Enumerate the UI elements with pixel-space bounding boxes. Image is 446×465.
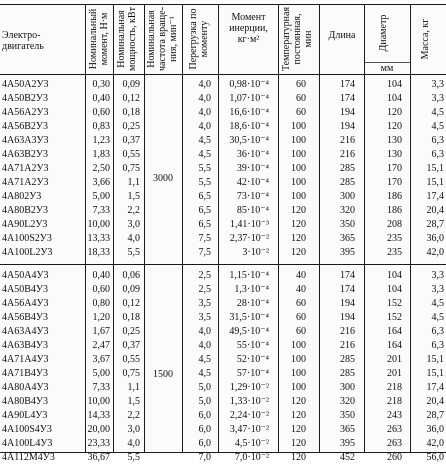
- table-row: [0, 148, 446, 162]
- cell-mass: 15,1: [426, 177, 444, 188]
- table-row: [0, 381, 446, 395]
- cell-diameter: 235: [387, 247, 402, 258]
- cell-motor: 4A90L4У3: [2, 410, 48, 421]
- cell-motor: 4A802У3: [2, 191, 42, 202]
- cell-motor: 4A71A4У3: [2, 354, 49, 365]
- table-row: [0, 409, 446, 423]
- cell-motor: 4A100S2У3: [2, 233, 52, 244]
- cell-diameter: 243: [387, 410, 402, 421]
- cell-motor: 4A50B4У3: [2, 284, 48, 295]
- cell-overload: 4,0: [198, 107, 211, 118]
- table-row: [0, 297, 446, 311]
- cell-length: 365: [340, 424, 355, 435]
- cell-mass: 28,7: [426, 410, 444, 421]
- table-row: [0, 395, 446, 409]
- cell-inertia: 1,15·10⁻⁴: [229, 270, 269, 281]
- cell-power: 0,09: [122, 79, 140, 90]
- cell-mass: 3,3: [431, 93, 444, 104]
- cell-torque: 3,67: [92, 354, 110, 365]
- cell-diameter: 186: [387, 191, 402, 202]
- cell-inertia: 7,0·10⁻²: [234, 452, 269, 463]
- cell-power: 0,12: [122, 93, 140, 104]
- cell-motor: 4A90L2У3: [2, 219, 48, 230]
- cell-mass: 17,4: [426, 191, 444, 202]
- cell-power: 0,18: [122, 312, 140, 323]
- cell-temperature: 60: [296, 298, 306, 309]
- cell-inertia: 1,29·10⁻²: [229, 382, 269, 393]
- cell-temperature: 120: [291, 219, 306, 230]
- cell-diameter: 104: [387, 270, 402, 281]
- cell-mass: 15,1: [426, 354, 444, 365]
- cell-length: 174: [340, 93, 355, 104]
- header-length: Длина: [328, 30, 356, 41]
- cell-mass: 3,3: [431, 79, 444, 90]
- cell-length: 285: [340, 368, 355, 379]
- cell-motor: 4A80B2У3: [2, 205, 48, 216]
- table-row: [0, 218, 446, 232]
- cell-motor: 4A71A2У3: [2, 163, 49, 174]
- cell-mass: 15,1: [426, 163, 444, 174]
- cell-motor: 4A50A2У3: [2, 79, 49, 90]
- cell-length: 194: [340, 312, 355, 323]
- table-row: [0, 246, 446, 260]
- cell-torque: 0,30: [92, 79, 110, 90]
- cell-overload: 2,5: [198, 284, 211, 295]
- cell-mass: 3,3: [431, 284, 444, 295]
- cell-motor: 4A100L4У3: [2, 438, 53, 449]
- cell-overload: 3,5: [198, 312, 211, 323]
- table-row: [0, 78, 446, 92]
- cell-motor: 4A71B4У3: [2, 368, 48, 379]
- header-unit-mm: мм: [380, 63, 394, 74]
- header-mass: Масса, кг: [420, 18, 431, 60]
- cell-length: 216: [340, 326, 355, 337]
- cell-mass: 20,4: [426, 396, 444, 407]
- cell-power: 2,2: [127, 410, 140, 421]
- cell-motor: 4A56B4У3: [2, 312, 48, 323]
- cell-diameter: 120: [387, 121, 402, 132]
- cell-torque: 1,67: [92, 326, 110, 337]
- cell-diameter: 104: [387, 79, 402, 90]
- cell-inertia: 42·10⁻⁴: [236, 177, 269, 188]
- cell-length: 194: [340, 298, 355, 309]
- cell-temperature: 120: [291, 438, 306, 449]
- cell-torque: 0,80: [92, 298, 110, 309]
- cell-torque: 5,00: [92, 191, 110, 202]
- cell-inertia: 2,37·10⁻²: [229, 233, 269, 244]
- cell-length: 174: [340, 79, 355, 90]
- header-frequency: Номинальная частота враще- ния, мин⁻¹: [146, 6, 179, 72]
- cell-motor: 4A56A4У3: [2, 298, 49, 309]
- table-row: [0, 353, 446, 367]
- table-row: [0, 269, 446, 283]
- cell-diameter: 104: [387, 284, 402, 295]
- cell-power: 0,37: [122, 135, 140, 146]
- cell-motor: 4A56A2У3: [2, 107, 49, 118]
- cell-inertia: 36·10⁻⁴: [236, 149, 269, 160]
- cell-diameter: 130: [387, 135, 402, 146]
- cell-temperature: 120: [291, 424, 306, 435]
- cell-length: 285: [340, 354, 355, 365]
- cell-power: 1,1: [127, 382, 140, 393]
- cell-overload: 4,0: [198, 326, 211, 337]
- table-row: [0, 311, 446, 325]
- cell-inertia: 85·10⁻⁴: [236, 205, 269, 216]
- cell-inertia: 55·10⁻⁴: [236, 340, 269, 351]
- cell-temperature: 120: [291, 452, 306, 463]
- table-row: [0, 106, 446, 120]
- cell-length: 395: [340, 247, 355, 258]
- cell-inertia: 31,5·10⁻⁴: [229, 312, 269, 323]
- cell-power: 0,55: [122, 354, 140, 365]
- cell-torque: 36,67: [87, 452, 110, 463]
- cell-temperature: 100: [291, 149, 306, 160]
- cell-mass: 6,3: [431, 135, 444, 146]
- cell-temperature: 40: [296, 270, 306, 281]
- cell-mass: 6,3: [431, 149, 444, 160]
- cell-power: 5,5: [127, 452, 140, 463]
- cell-length: 174: [340, 270, 355, 281]
- cell-mass: 42,0: [426, 247, 444, 258]
- cell-torque: 13,33: [87, 233, 110, 244]
- cell-temperature: 120: [291, 205, 306, 216]
- cell-mass: 4,5: [431, 107, 444, 118]
- table-row: [0, 134, 446, 148]
- cell-temperature: 100: [291, 191, 306, 202]
- cell-torque: 3,66: [92, 177, 110, 188]
- cell-torque: 14,33: [87, 410, 110, 421]
- cell-temperature: 60: [296, 107, 306, 118]
- cell-diameter: 186: [387, 205, 402, 216]
- cell-torque: 1,83: [92, 149, 110, 160]
- cell-temperature: 120: [291, 396, 306, 407]
- cell-overload: 4,5: [198, 135, 211, 146]
- cell-mass: 42,0: [426, 438, 444, 449]
- cell-inertia: 0,98·10⁻⁴: [229, 79, 269, 90]
- cell-power: 1,5: [127, 396, 140, 407]
- cell-inertia: 39·10⁻⁴: [236, 163, 269, 174]
- cell-length: 350: [340, 410, 355, 421]
- cell-diameter: 218: [387, 396, 402, 407]
- cell-motor: 4A100S4У3: [2, 424, 52, 435]
- cell-inertia: 73·10⁻⁴: [236, 191, 269, 202]
- header-temperature: Температурная постоянная, мин: [281, 6, 314, 72]
- cell-mass: 15,1: [426, 368, 444, 379]
- cell-length: 216: [340, 135, 355, 146]
- cell-mass: 4,5: [431, 121, 444, 132]
- cell-overload: 4,5: [198, 368, 211, 379]
- cell-length: 216: [340, 149, 355, 160]
- cell-torque: 5,00: [92, 368, 110, 379]
- cell-length: 320: [340, 396, 355, 407]
- cell-mass: 56,0: [426, 452, 444, 463]
- cell-power: 1,1: [127, 177, 140, 188]
- cell-overload: 4,5: [198, 354, 211, 365]
- cell-motor: 4A63B2У3: [2, 149, 48, 160]
- cell-torque: 7,33: [92, 382, 110, 393]
- cell-motor: 4A50A4У3: [2, 270, 49, 281]
- cell-motor: 4A63B4У3: [2, 340, 48, 351]
- cell-length: 285: [340, 163, 355, 174]
- cell-torque: 10,00: [87, 219, 110, 230]
- cell-mass: 6,3: [431, 340, 444, 351]
- cell-overload: 5,0: [198, 382, 211, 393]
- cell-torque: 0,40: [92, 270, 110, 281]
- cell-overload: 6,0: [198, 424, 211, 435]
- cell-diameter: 201: [387, 354, 402, 365]
- cell-power: 0,75: [122, 368, 140, 379]
- cell-overload: 4,0: [198, 79, 211, 90]
- cell-length: 395: [340, 438, 355, 449]
- cell-overload: 4,0: [198, 340, 211, 351]
- cell-length: 365: [340, 233, 355, 244]
- cell-inertia: 3·10⁻²: [242, 247, 269, 258]
- cell-torque: 0,40: [92, 93, 110, 104]
- cell-power: 4,0: [127, 438, 140, 449]
- cell-overload: 4,0: [198, 121, 211, 132]
- cell-diameter: 218: [387, 382, 402, 393]
- cell-motor: 4A50B2У3: [2, 93, 48, 104]
- cell-diameter: 164: [387, 340, 402, 351]
- cell-mass: 4,5: [431, 312, 444, 323]
- cell-diameter: 235: [387, 233, 402, 244]
- cell-power: 4,0: [127, 233, 140, 244]
- table-row: [0, 283, 446, 297]
- cell-overload: 7,0: [198, 452, 211, 463]
- cell-diameter: 260: [387, 452, 402, 463]
- header-diameter: Диаметр: [378, 14, 389, 52]
- cell-power: 3,0: [127, 424, 140, 435]
- cell-length: 300: [340, 382, 355, 393]
- cell-power: 3,0: [127, 219, 140, 230]
- cell-power: 0,12: [122, 298, 140, 309]
- table-row: [0, 325, 446, 339]
- cell-inertia: 30,5·10⁻⁴: [229, 135, 269, 146]
- table-row: [0, 232, 446, 246]
- table-row: [0, 339, 446, 353]
- cell-length: 216: [340, 340, 355, 351]
- table-row: [0, 437, 446, 451]
- cell-length: 174: [340, 284, 355, 295]
- cell-temperature: 40: [296, 284, 306, 295]
- cell-inertia: 16,6·10⁻⁴: [229, 107, 269, 118]
- cell-torque: 1,23: [92, 135, 110, 146]
- cell-power: 0,09: [122, 284, 140, 295]
- cell-temperature: 100: [291, 340, 306, 351]
- cell-power: 0,25: [122, 326, 140, 337]
- frequency-label-3000: 3000: [146, 172, 180, 186]
- cell-mass: 3,3: [431, 270, 444, 281]
- cell-diameter: 263: [387, 424, 402, 435]
- cell-mass: 36,0: [426, 424, 444, 435]
- cell-diameter: 152: [387, 298, 402, 309]
- cell-mass: 20,4: [426, 205, 444, 216]
- cell-temperature: 60: [296, 326, 306, 337]
- cell-overload: 4,0: [198, 93, 211, 104]
- cell-mass: 6,3: [431, 326, 444, 337]
- cell-length: 300: [340, 191, 355, 202]
- cell-temperature: 100: [291, 354, 306, 365]
- cell-motor: 4A80B4У3: [2, 396, 48, 407]
- cell-motor: 4A112M4У3: [2, 452, 55, 463]
- cell-inertia: 57·10⁻⁴: [236, 368, 269, 379]
- cell-torque: 20,00: [87, 424, 110, 435]
- table-row: [0, 190, 446, 204]
- header-inertia: Момент инерции, кг·м²: [229, 12, 268, 45]
- cell-diameter: 120: [387, 107, 402, 118]
- cell-inertia: 1,3·10⁻⁴: [234, 284, 269, 295]
- cell-power: 0,18: [122, 107, 140, 118]
- cell-power: 0,25: [122, 121, 140, 132]
- cell-power: 2,2: [127, 205, 140, 216]
- cell-inertia: 1,41·10⁻³: [229, 219, 269, 230]
- table-row: [0, 176, 446, 190]
- cell-mass: 4,5: [431, 298, 444, 309]
- cell-power: 0,37: [122, 340, 140, 351]
- cell-inertia: 1,33·10⁻²: [229, 396, 269, 407]
- cell-temperature: 120: [291, 233, 306, 244]
- cell-diameter: 170: [387, 163, 402, 174]
- cell-motor: 4A63A3У3: [2, 135, 49, 146]
- cell-temperature: 120: [291, 410, 306, 421]
- cell-motor: 4A56B2У3: [2, 121, 48, 132]
- cell-diameter: 201: [387, 368, 402, 379]
- cell-mass: 36,0: [426, 233, 444, 244]
- cell-diameter: 130: [387, 149, 402, 160]
- cell-temperature: 100: [291, 177, 306, 188]
- cell-overload: 7,5: [198, 233, 211, 244]
- cell-length: 194: [340, 121, 355, 132]
- cell-inertia: 3,47·10⁻²: [229, 424, 269, 435]
- cell-torque: 2,50: [92, 163, 110, 174]
- frequency-label-1500: 1500: [146, 368, 180, 382]
- cell-overload: 5,5: [198, 177, 211, 188]
- cell-overload: 2,5: [198, 270, 211, 281]
- cell-diameter: 170: [387, 177, 402, 188]
- table-row: [0, 451, 446, 465]
- cell-power: 0,06: [122, 270, 140, 281]
- cell-motor: 4A63A4У3: [2, 326, 49, 337]
- cell-overload: 6,0: [198, 438, 211, 449]
- cell-inertia: 4,5·10⁻²: [234, 438, 269, 449]
- cell-temperature: 60: [296, 312, 306, 323]
- cell-overload: 6,0: [198, 410, 211, 421]
- cell-length: 285: [340, 177, 355, 188]
- cell-mass: 17,4: [426, 382, 444, 393]
- cell-temperature: 100: [291, 121, 306, 132]
- cell-motor: 4A100L2У3: [2, 247, 53, 258]
- cell-overload: 4,5: [198, 149, 211, 160]
- cell-torque: 7,33: [92, 205, 110, 216]
- cell-power: 5,5: [127, 247, 140, 258]
- cell-temperature: 100: [291, 368, 306, 379]
- cell-temperature: 100: [291, 382, 306, 393]
- header-torque: Номинальный момент, Н·м: [88, 8, 110, 70]
- cell-torque: 0,83: [92, 121, 110, 132]
- cell-motor: 4A80A4У3: [2, 382, 49, 393]
- cell-diameter: 164: [387, 326, 402, 337]
- cell-diameter: 104: [387, 93, 402, 104]
- table-row: [0, 162, 446, 176]
- cell-inertia: 49,5·10⁻⁴: [229, 326, 269, 337]
- cell-motor: 4A71A2У3: [2, 177, 49, 188]
- cell-overload: 5,5: [198, 163, 211, 174]
- cell-inertia: 18,6·10⁻⁴: [229, 121, 269, 132]
- cell-temperature: 60: [296, 79, 306, 90]
- cell-torque: 10,00: [87, 396, 110, 407]
- cell-inertia: 52·10⁻⁴: [236, 354, 269, 365]
- cell-length: 350: [340, 219, 355, 230]
- cell-length: 320: [340, 205, 355, 216]
- header-motor: Электро- двигатель: [2, 30, 44, 52]
- cell-inertia: 1,07·10⁻⁴: [229, 93, 269, 104]
- cell-power: 1,5: [127, 191, 140, 202]
- cell-temperature: 100: [291, 163, 306, 174]
- cell-inertia: 28·10⁻⁴: [236, 298, 269, 309]
- cell-power: 0,75: [122, 163, 140, 174]
- cell-torque: 0,60: [92, 107, 110, 118]
- cell-power: 0,55: [122, 149, 140, 160]
- cell-torque: 2,47: [92, 340, 110, 351]
- cell-overload: 7,5: [198, 247, 211, 258]
- cell-torque: 0,60: [92, 284, 110, 295]
- cell-temperature: 100: [291, 135, 306, 146]
- cell-diameter: 208: [387, 219, 402, 230]
- cell-diameter: 152: [387, 312, 402, 323]
- table-row: [0, 367, 446, 381]
- cell-overload: 5,0: [198, 396, 211, 407]
- cell-overload: 3,5: [198, 298, 211, 309]
- cell-length: 452: [340, 452, 355, 463]
- table-row: [0, 423, 446, 437]
- cell-temperature: 60: [296, 93, 306, 104]
- cell-overload: 6,5: [198, 219, 211, 230]
- header-power: Номинальная мощность, кВт: [116, 7, 138, 71]
- cell-torque: 18,33: [87, 247, 110, 258]
- table-row: [0, 92, 446, 106]
- cell-length: 194: [340, 107, 355, 118]
- header-overload: Перегрузка по моменту: [188, 8, 210, 70]
- cell-temperature: 120: [291, 247, 306, 258]
- cell-overload: 6,5: [198, 191, 211, 202]
- cell-torque: 1,20: [92, 312, 110, 323]
- cell-inertia: 2,24·10⁻²: [229, 410, 269, 421]
- table-row: [0, 120, 446, 134]
- cell-diameter: 263: [387, 438, 402, 449]
- cell-overload: 6,5: [198, 205, 211, 216]
- table-row: [0, 204, 446, 218]
- cell-mass: 28,7: [426, 219, 444, 230]
- cell-torque: 23,33: [87, 438, 110, 449]
